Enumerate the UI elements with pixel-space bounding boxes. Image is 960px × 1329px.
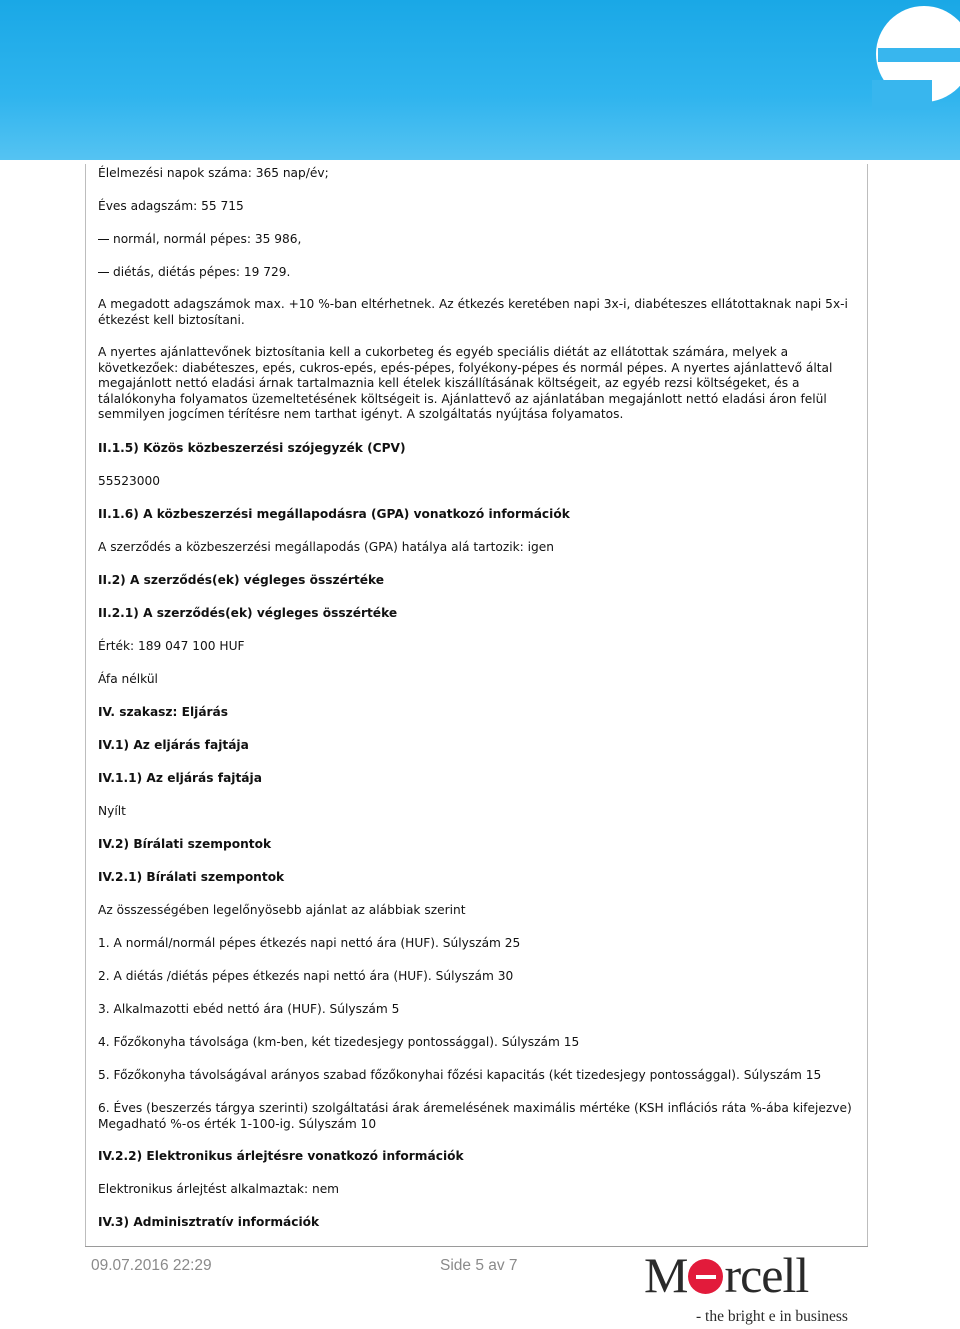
dash-icon (98, 239, 109, 240)
header-band (0, 0, 960, 160)
criteria-item: 1. A normál/normál pépes étkezés napi nettó ára (HUF). Súlyszám 25 (98, 936, 521, 950)
list-item-text: diétás, diétás pépes: 19 729. (113, 265, 291, 279)
criteria-item: 5. Főzőkonyha távolságával arányos szabad főzőkonyhai főzési kapacitás (két tizedesjegy pontossággal). Súlyszám 15 (98, 1068, 822, 1082)
text-line: Nyílt (98, 804, 126, 818)
list-item (98, 232, 858, 248)
text-line: Érték: 189 047 100 HUF (98, 639, 245, 653)
footer-page-number: Side 5 av 7 (440, 1257, 518, 1274)
brand-name-left: M (644, 1247, 688, 1303)
text-line: 55523000 (98, 474, 161, 488)
criteria-item: 6. Éves (beszerzés tárgya szerinti) szolgáltatási árak áremelésének maximális mértéke (KSH inflációs ráta %-ába kifejezve) Megadható %-os érték 1-100-ig. Súlyszám 10 (98, 1101, 852, 1131)
list-item (98, 265, 858, 281)
text-line: Áfa nélkül (98, 672, 158, 686)
section-heading: II.2) A szerződés(ek) végleges összértéke (98, 573, 385, 587)
brand-e-icon (688, 1259, 723, 1294)
text-line: Az összességében legelőnyösebb ajánlat az alábbiak szerint (98, 903, 466, 917)
criteria-item: 4. Főzőkonyha távolsága (km-ben, két tizedesjegy pontossággal). Súlyszám 15 (98, 1035, 580, 1049)
brand-logo (644, 1247, 864, 1327)
dash-icon (98, 272, 109, 273)
section-heading: IV.2.2) Elektronikus árlejtésre vonatkozó információk (98, 1149, 464, 1163)
criteria-item: 2. A diétás /diétás pépes étkezés napi nettó ára (HUF). Súlyszám 30 (98, 969, 514, 983)
brand-name (644, 1246, 808, 1304)
section-heading: IV.1.1) Az eljárás fajtája (98, 771, 262, 785)
section-heading: II.1.5) Közös közbeszerzési szójegyzék (CPV) (98, 441, 406, 455)
section-heading: II.1.6) A közbeszerzési megállapodásra (GPA) vonatkozó információk (98, 507, 570, 521)
criteria-item: 3. Alkalmazotti ebéd nettó ára (HUF). Súlyszám 5 (98, 1002, 400, 1016)
text-line: A szerződés a közbeszerzési megállapodás (GPA) hatálya alá tartozik: igen (98, 540, 555, 554)
text-line: Elektronikus árlejtést alkalmaztak: nem (98, 1182, 340, 1196)
text-paragraph: A nyertes ajánlattevőnek biztosítania kell a cukorbeteg és egyéb speciális diétát az ellátottak számára, melyek a következőek: diabéteszes, epés, cukros-epés, epés-pépes, folyékony-pépes és normál pépes. A nyertes ajánlattevő által megajánlott nettó eladási árnak tartalmaznia kell ételek kiszállításának költségeit, az egyéb rezsi költségeket, és a tálalókonyha folyamatos üzemeltetésének költségeit is. Ajánlattevő az ajánlatában megajánlott nettó eladási áron felül semmilyen jogcímen térítésre nem tarthat igényt. A szolgáltatás nyújtása folyamatos. (98, 345, 833, 421)
section-heading: IV. szakasz: Eljárás (98, 705, 229, 719)
footer-date: 09.07.2016 22:29 (91, 1257, 212, 1274)
section-heading: IV.2.1) Bírálati szempontok (98, 870, 285, 884)
text-line: Éves adagszám: 55 715 (98, 199, 244, 213)
text-paragraph: A megadott adagszámok max. +10 %-ban eltérhetnek. Az étkezés keretében napi 3x-i, diabéteszes ellátottaknak napi 5x-i étkezést kell biztosítani. (98, 297, 848, 327)
section-heading: IV.1) Az eljárás fajtája (98, 738, 249, 752)
list-item-text: normál, normál pépes: 35 986, (113, 232, 302, 246)
document-content (85, 164, 868, 1246)
section-heading: IV.3) Adminisztratív információk (98, 1215, 320, 1229)
brand-e-logo-icon (820, 0, 960, 110)
text-line: Élelmezési napok száma: 365 nap/év; (98, 166, 329, 180)
section-heading: II.2.1) A szerződés(ek) végleges összértéke (98, 606, 398, 620)
brand-name-right: rcell (724, 1247, 809, 1303)
brand-tagline: - the bright e in business (696, 1308, 848, 1325)
section-heading: IV.2) Bírálati szempontok (98, 837, 272, 851)
